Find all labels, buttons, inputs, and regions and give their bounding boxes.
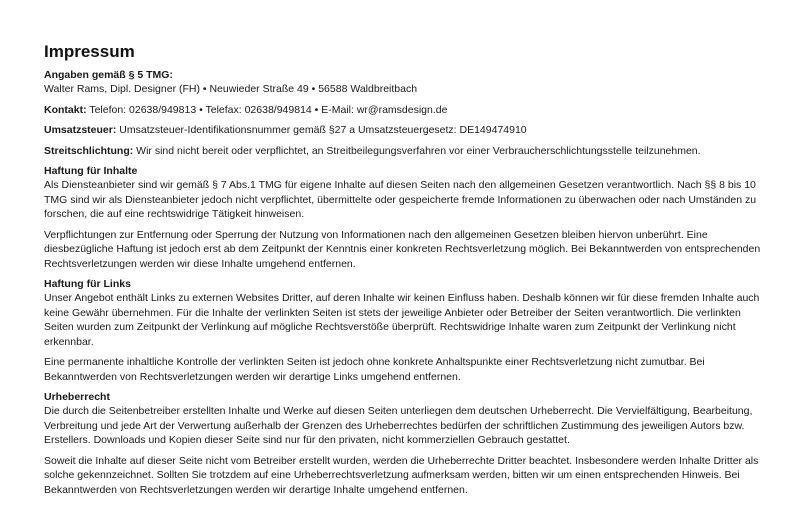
page-title: Impressum — [44, 42, 135, 61]
urheberrecht-section — [44, 390, 764, 497]
haftung-inhalte-heading: Haftung für Inhalte — [44, 165, 138, 177]
haftung-inhalte-p2: Verpflichtungen zur Entfernung oder Sperrung der Nutzung von Informationen nach den allgemeinen Gesetzen bleiben hiervon unberührt. Eine diesbezügliche Haftung ist jedoch erst ab dem Zeitpunkt der Kenntnis einer konkreten Rechtsverletzung möglich. Bei Bekanntwerden von entsprechenden Rechtsverletzungen werden wir diese Inhalte umgehend entfernen. — [44, 228, 761, 270]
streit-line — [44, 144, 764, 159]
kontakt-label: Kontakt: — [44, 103, 87, 116]
haftung-links-p2: Eine permanente inhaltliche Kontrolle der verlinkten Seiten ist jedoch ohne konkrete Anhaltspunkte einer Rechtsverletzung nicht zumutbar. Bei Bekanntwerden von Rechtsverletzungen werden wir derartige Links umgehend entfernen. — [44, 356, 705, 383]
streit-label: Streitschlichtung: — [44, 144, 134, 157]
haftung-links-section — [44, 277, 764, 384]
angaben-heading: Angaben gemäß § 5 TMG: — [44, 69, 173, 81]
kontakt-text: Telefon: 02638/949813 • Telefax: 02638/949814 • E-Mail: — [86, 103, 357, 116]
urheberrecht-p1: Die durch die Seitenbetreiber erstellten Inhalte und Werke auf diesen Seiten unterliegen dem deutschen Urheberrecht. Die Vervielfältigung, Bearbeitung, Verbreitung und jede Art der Verwertung außerhalb der Grenzen des Urheberrechtes bedürfen der schriftlichen Zustimmung des jeweiligen Autors bzw. Erstellers. Downloads und Kopien dieser Seite sind nur für den privaten, nicht kommerziellen Gebrauch gestattet. — [44, 405, 753, 446]
haftung-links-heading: Haftung für Links — [44, 278, 131, 290]
kontakt-line — [44, 103, 764, 118]
streit-text: Wir sind nicht bereit oder verpflichtet, an Streitbeilegungsverfahren vor einer Verbraucherschlichtungsstelle teilzunehmen. — [133, 144, 701, 157]
haftung-links-p1: Unser Angebot enthält Links zu externen Websites Dritter, auf deren Inhalte wir keinen Einfluss haben. Deshalb können wir für diese fremden Inhalte auch keine Gewähr übernehmen. Für die Inhalte der verlinkten Seiten ist stets der jeweilige Anbieter oder Betreiber der Seiten verantwortlich. Die verlinkten Seiten wurden zum Zeitpunkt der Verlinkung auf mögliche Rechtsverstöße überprüft. Rechtswidrige Inhalte waren zum Zeitpunkt der Verlinkung nicht erkennbar. — [44, 292, 760, 348]
angaben-text: Walter Rams, Dipl. Designer (FH) • Neuwieder Straße 49 • 56588 Waldbreitbach — [44, 83, 418, 95]
ust-text: Umsatzsteuer-Identifikationsnummer gemäß §27 a Umsatzsteuergesetz: DE149474910 — [116, 124, 527, 136]
urheberrecht-p2: Soweit die Inhalte auf dieser Seite nicht vom Betreiber erstellt wurden, werden die Urheberrechte Dritter beachtet. Insbesondere werden Inhalte Dritter als solche gekennzeichnet. Sollten Sie trotzdem auf eine Urheberrechtsverletzung aufmerksam werden, bitten wir um einen entsprechenden Hinweis. Bei Bekanntwerden von Rechtsverletzungen werden wir derartige Inhalte umgehend entfernen. — [44, 454, 759, 496]
angaben-section — [44, 68, 764, 97]
ust-label: Umsatzsteuer: — [44, 124, 117, 136]
urheberrecht-heading: Urheberrecht — [44, 391, 110, 403]
haftung-inhalte-section — [44, 164, 764, 271]
haftung-inhalte-p1: Als Diensteanbieter sind wir gemäß § 7 Abs.1 TMG für eigene Inhalte auf diesen Seiten nach den allgemeinen Gesetzen verantwortlich. Nach §§ 8 bis 10 TMG sind wir als Diensteanbieter jedoch nicht verpflichtet, übermittelte oder gespeicherte fremde Informationen zu überwachen oder nach Umständen zu forschen, die auf eine rechtswidrige Tätigkeit hinweisen. — [44, 179, 757, 220]
email-link[interactable]: wr@ramsdesign.de — [356, 103, 448, 116]
ust-line — [44, 123, 764, 138]
